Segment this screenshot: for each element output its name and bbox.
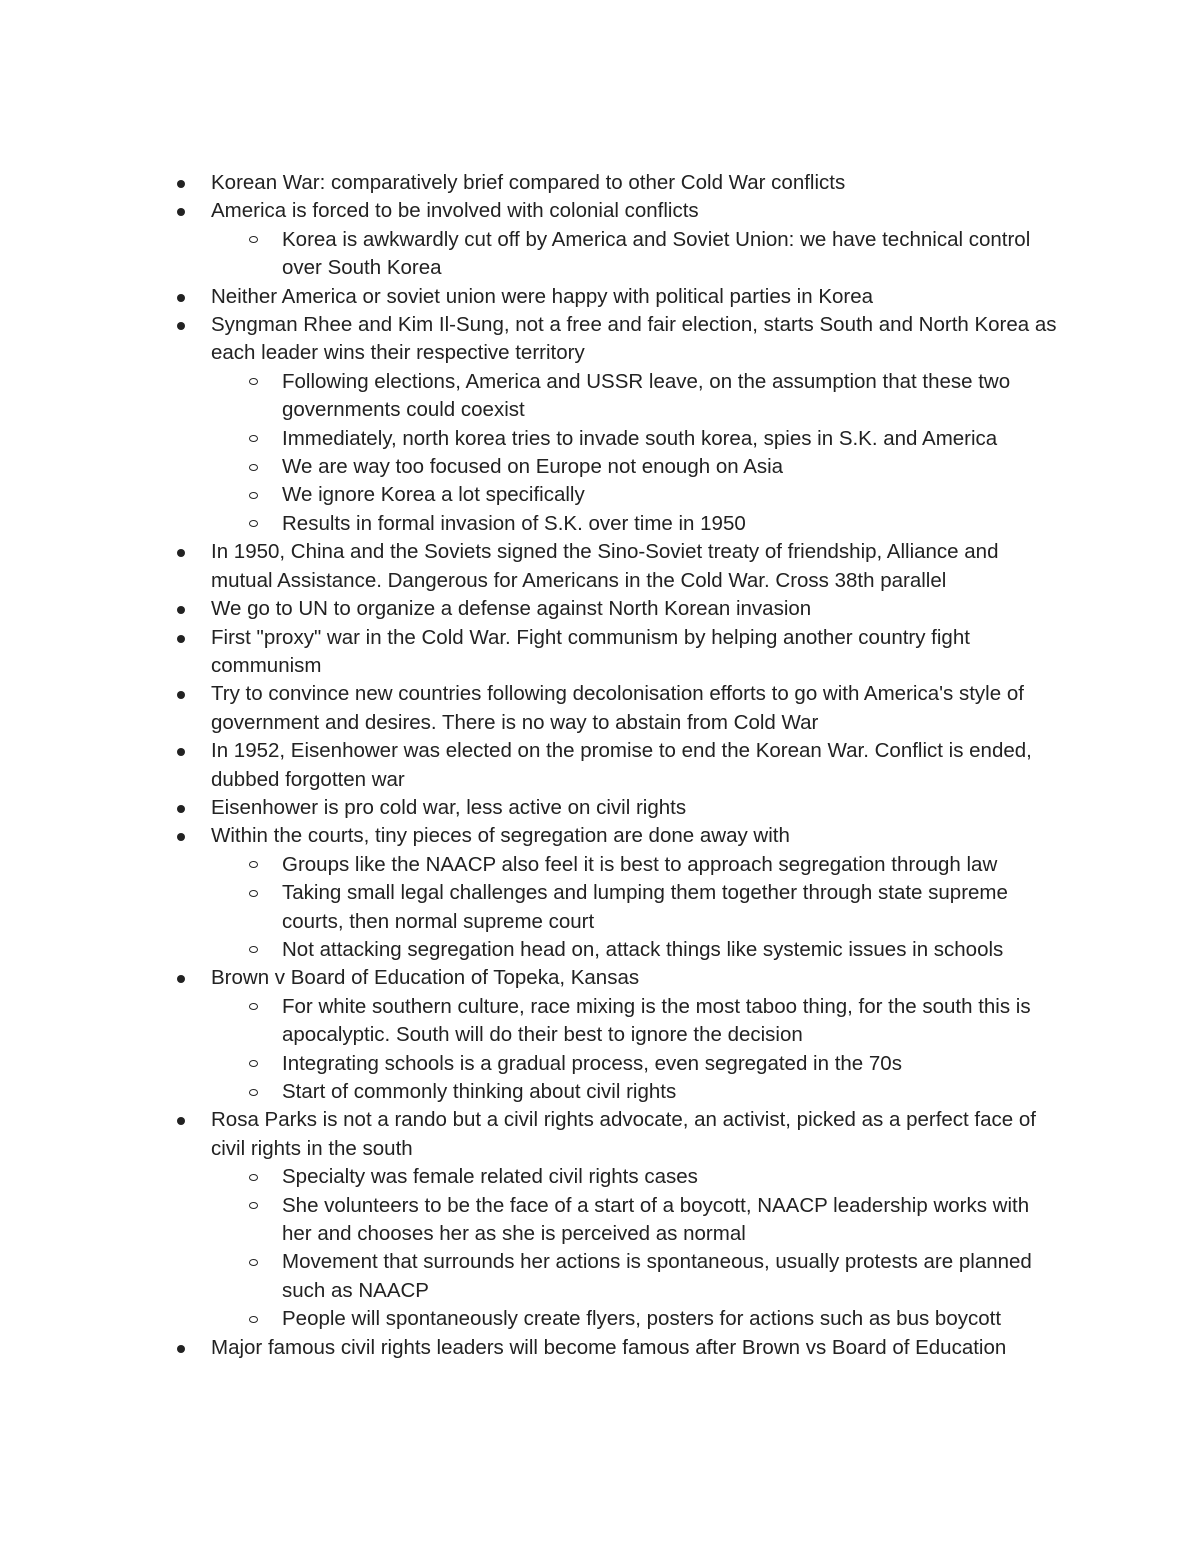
hollow-circle-bullet-icon [249, 946, 258, 953]
bullet-text: Within the courts, tiny pieces of segregation are done away with [211, 824, 790, 848]
hollow-circle-bullet-icon [249, 492, 258, 499]
bullet-text: Not attacking segregation head on, attack things like systemic issues in schools [282, 937, 1004, 961]
filled-circle-bullet-icon [177, 1345, 185, 1353]
filled-circle-bullet-icon [177, 606, 185, 614]
sub-bullet-item [0, 1192, 1059, 1249]
bullet-text: Immediately, north korea tries to invade south korea, spies in S.K. and America [282, 426, 998, 450]
bullet-text: Following elections, America and USSR leave, on the assumption that these two governments could coexist [282, 369, 1011, 422]
hollow-circle-bullet-icon [249, 1316, 258, 1323]
bullet-item [0, 1106, 1059, 1163]
bullet-text: First "proxy" war in the Cold War. Fight communism by helping another country fight communism [211, 625, 970, 677]
filled-circle-bullet-icon [177, 691, 185, 699]
bullet-text: We ignore Korea a lot specifically [282, 483, 585, 507]
filled-circle-bullet-icon [177, 635, 185, 643]
bullet-text: She volunteers to be the face of a start of a boycott, NAACP leadership works with her and chooses her as she is perceived as normal [282, 1193, 1030, 1246]
bullet-item [0, 197, 1059, 225]
bullet-text: In 1952, Eisenhower was elected on the promise to end the Korean War. Conflict is ended, dubbed forgotten war [211, 739, 1032, 791]
bullet-text: We go to UN to organize a defense against North Korean invasion [211, 597, 812, 621]
hollow-circle-bullet-icon [249, 890, 258, 897]
hollow-circle-bullet-icon [249, 1202, 258, 1209]
bullet-text: Specialty was female related civil rights cases [282, 1165, 698, 1189]
sub-bullet-item [0, 936, 1059, 964]
bullet-text: For white southern culture, race mixing is the most taboo thing, for the south this is apocalyptic. South will do their best to ignore the decision [282, 994, 1031, 1047]
hollow-circle-bullet-icon [249, 236, 258, 243]
bullet-item [0, 169, 1059, 197]
bulleted-notes-list [0, 169, 1200, 1362]
bullet-text: Integrating schools is a gradual process, even segregated in the 70s [282, 1051, 902, 1075]
sub-bullet-item [0, 1078, 1059, 1106]
hollow-circle-bullet-icon [249, 378, 258, 385]
bullet-text: Try to convince new countries following decolonisation efforts to go with America's style of government and desires. There is no way to abstain from Cold War [211, 682, 1024, 734]
bullet-text: In 1950, China and the Soviets signed the Sino-Soviet treaty of friendship, Alliance and mutual Assistance. Dangerous for Americans in the Cold War. Cross 38th parallel [211, 540, 999, 592]
bullet-item [0, 822, 1059, 850]
hollow-circle-bullet-icon [249, 1003, 258, 1010]
filled-circle-bullet-icon [177, 748, 185, 756]
bullet-text: Movement that surrounds her actions is spontaneous, usually protests are planned such as NAACP [282, 1250, 1032, 1302]
sub-bullet-item [0, 481, 1059, 509]
bullet-text: People will spontaneously create flyers, posters for actions such as bus boycott [282, 1307, 1002, 1331]
bullet-text: Taking small legal challenges and lumping them together through state supreme courts, then normal supreme court [282, 881, 1008, 933]
sub-bullet-item [0, 425, 1059, 453]
bullet-item [0, 283, 1059, 311]
bullet-text: Brown v Board of Education of Topeka, Kansas [211, 966, 640, 990]
filled-circle-bullet-icon [177, 549, 185, 557]
bullet-text: Groups like the NAACP also feel it is best to approach segregation through law [282, 852, 998, 876]
filled-circle-bullet-icon [177, 208, 185, 216]
filled-circle-bullet-icon [177, 833, 185, 841]
sub-bullet-item [0, 226, 1059, 283]
filled-circle-bullet-icon [177, 1117, 185, 1125]
hollow-circle-bullet-icon [249, 1259, 258, 1266]
bullet-item [0, 595, 1059, 623]
hollow-circle-bullet-icon [249, 1089, 258, 1096]
sub-bullet-item [0, 1050, 1059, 1078]
filled-circle-bullet-icon [177, 322, 185, 330]
filled-circle-bullet-icon [177, 180, 185, 188]
bullet-text: Eisenhower is pro cold war, less active on civil rights [211, 795, 687, 819]
sub-bullet-item [0, 1163, 1059, 1191]
bullet-item [0, 737, 1059, 794]
bullet-text: America is forced to be involved with colonial conflicts [211, 199, 699, 223]
filled-circle-bullet-icon [177, 805, 185, 813]
filled-circle-bullet-icon [177, 294, 185, 302]
bullet-text: We are way too focused on Europe not enough on Asia [282, 455, 784, 479]
bullet-item [0, 538, 1059, 595]
bullet-text: Neither America or soviet union were happy with political parties in Korea [211, 284, 874, 308]
sub-bullet-item [0, 879, 1059, 936]
bullet-item [0, 964, 1059, 992]
sub-bullet-item [0, 1248, 1059, 1305]
hollow-circle-bullet-icon [249, 520, 258, 527]
bullet-item [0, 794, 1059, 822]
hollow-circle-bullet-icon [249, 861, 258, 868]
bullet-text: Start of commonly thinking about civil rights [282, 1080, 677, 1103]
sub-bullet-item [0, 453, 1059, 481]
bullet-text: Results in formal invasion of S.K. over time in 1950 [282, 511, 746, 535]
sub-bullet-item [0, 510, 1059, 538]
sub-bullet-item [0, 1305, 1059, 1333]
bullet-item [0, 624, 1059, 681]
bullet-text: Syngman Rhee and Kim Il-Sung, not a free and fair election, starts South and North Korea as each leader wins their respective territory [211, 313, 1057, 365]
bullet-text: Korean War: comparatively brief compared to other Cold War conflicts [211, 171, 846, 194]
hollow-circle-bullet-icon [249, 464, 258, 471]
bullet-text: Major famous civil rights leaders will become famous after Brown vs Board of Education [211, 1335, 1007, 1359]
bullet-text: Korea is awkwardly cut off by America and Soviet Union: we have technical control over South Korea [282, 227, 1031, 280]
hollow-circle-bullet-icon [249, 1174, 258, 1181]
sub-bullet-item [0, 368, 1059, 425]
bullet-text: Rosa Parks is not a rando but a civil rights advocate, an activist, picked as a perfect face of civil rights in the south [211, 1108, 1036, 1160]
sub-bullet-item [0, 851, 1059, 879]
bullet-item [0, 680, 1059, 737]
hollow-circle-bullet-icon [249, 435, 258, 442]
bullet-item [0, 311, 1059, 368]
sub-bullet-item [0, 993, 1059, 1050]
filled-circle-bullet-icon [177, 975, 185, 983]
hollow-circle-bullet-icon [249, 1060, 258, 1067]
bullet-item [0, 1334, 1059, 1362]
